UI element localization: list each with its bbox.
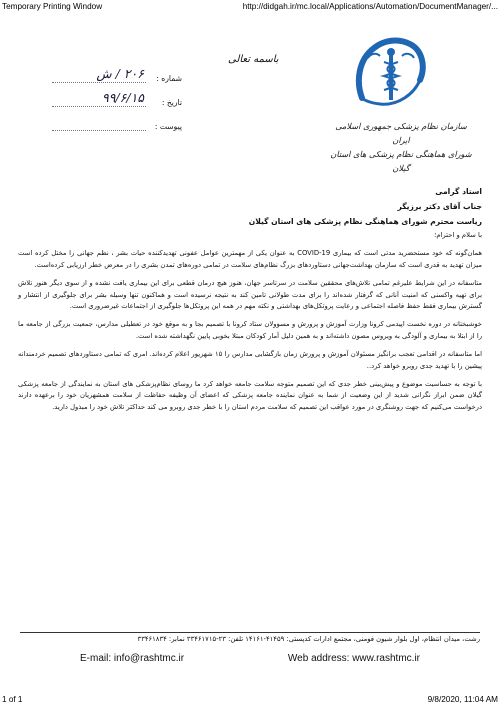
attachment-label: پیوست :: [154, 122, 182, 131]
body-paragraph-1: همان‌گونه که خود مستحضرید مدتی است که بیماری COVID-19 به عنوان یکی از مهمترین عوامل عفونی تهدیدکننده حیات بشر ، نظم جهانی را مختل کرده است میزان تهدید به قدری است که سازمان بهداشت‌جهانی دستاوردهای بزرگ نظام‌های سلامت در تمامی دوره‌های تمدن بشری را در معرض خطر ارزیابی کرده‌است.: [18, 249, 482, 269]
print-datetime: 9/8/2020, 11:04 AM: [427, 695, 498, 704]
letterhead-logo-block: [322, 36, 482, 176]
organization-name: [326, 119, 476, 175]
body-paragraph-4: اما متاسفانه در اقدامی تعجب برانگیز مسئولان آموزش و پرورش زمان بازگشایی مدارس را ۱۵ شهریور اعلام کرده‌اند. امری که تمامی دستاوردهای تصمیم خردمندانه پیشین را با تهدید جدی روبرو خواهد کرد..: [18, 350, 482, 370]
dotted-line: [52, 106, 146, 107]
number-label: شماره :: [156, 74, 182, 83]
footer-website: Web address: www.rashtmc.ir: [287, 653, 420, 664]
print-url: http://didgah.ir/mc.local/Applications/Automation/DocumentManager/...: [242, 2, 498, 11]
salutation-line-2: جناب آقای دکتر برزیگر: [397, 202, 482, 211]
body-paragraph-5: با توجه به حساسیت موضوع و پیش‌بینی خطر جدی که این تصمیم متوجه سلامت جامعه خواهد کرد ما روسای نظام‌پزشکی های استان به نمایندگی از جامعه پزشکی گیلان ضمن ابراز نگرانی شدید از این وضعیت از شما به عنوان نماینده جامعه پزشکی که اعضای آن وظیفه حفاظت از سلامت همشهریان خود را برعهده دارند درخواست می‌کنیم که جهت روشنگری در مورد عواقب این تصمیم که سلامت مردم استان را با خطر جدی روبرو می کند حداکثر تلاش خود را مبذول دارید.: [18, 380, 482, 411]
browser-print-header: [0, 0, 500, 14]
print-page-count: 1 of 1: [2, 695, 23, 704]
dotted-line: [52, 130, 146, 131]
print-window-title: Temporary Printing Window: [2, 2, 103, 11]
salutation-line-3: ریاست محترم شورای هماهنگی نظام پزشکی های استان گیلان: [248, 217, 482, 226]
footer-email: E-mail: info@rashtmc.ir: [80, 653, 185, 664]
dotted-line: [52, 82, 146, 83]
body-paragraph-2: متاسفانه در این شرایط علیرغم تمامی تلاش‌های محققین سلامت در سرتاسر جهان، هنوز هیچ درمان قطعی برای این بیماری یافت نشده و از سوی دیگر هنوز تلاش برای تهیه واکسنی که امنیت آنانی که گرفتار شده‌اند را برای مدت طولانی تامین کند به نتیجه نرسیده است و هماکنون تنها وسیله بشر برای جلوگیری از انتشار و گسترش بیماری فقط حفظ فاصله اجتماعی و رعایت پروتکل‌های بهداشتی و نکته مهم در همه این پروتکل‌ها جلوگیری از اجتماعات غیرضروری است.: [18, 279, 482, 311]
basmala-heading: باسمه تعالی: [228, 54, 279, 65]
official-letter: [0, 14, 500, 692]
body-paragraph-3: خوشبختانه در دوره نخست اپیدمی کرونا وزارت آموزش و پرورش و مسوولان ستاد کرونا با تصمیم بجا و به موقع خود در تعطیلی مدارس، جمعیت بزرگی از جامعه ما را از ابتلا به بیماری و آلودگی به ویروس مصون داشته‌اند و به همین دلیل آمار کودکان مبتلا بخوبی پایین نگهداشته شده است.: [18, 320, 482, 340]
letter-meta-block: [52, 66, 182, 138]
footer-address: رشت، میدان انتظام، اول بلوار شیون فومنی، مجتمع ادارات کدپستی: ۴۱۴۵۹-۱۴۱۶۱ تلفن: ۲۳-۳۳۴۶۱۷۱۵ نمابر: ۳۳۴۶۱۸۳۴: [137, 635, 480, 643]
browser-print-footer: [0, 693, 500, 707]
greeting: با سلام و احترام؛: [434, 231, 482, 239]
date-label: تاریخ :: [161, 98, 182, 107]
org-name-line-2: شورای هماهنگی نظام پزشکی های استان گیلان: [330, 149, 472, 173]
meta-number-row: [52, 66, 182, 90]
date-value: ۹۹/۶/۱۵: [102, 90, 144, 105]
meta-date-row: [52, 90, 182, 114]
footer-divider: [20, 632, 480, 633]
org-name-line-1: سازمان نظام پزشکی جمهوری اسلامی ایران: [335, 121, 467, 145]
letter-body: [18, 184, 482, 413]
caduceus-emblem-icon: [354, 36, 428, 114]
meta-attachment-row: [52, 114, 182, 138]
salutation-line-1: استاد گرامی: [435, 187, 482, 196]
number-value: ۲۰۶ / ش: [96, 66, 144, 81]
